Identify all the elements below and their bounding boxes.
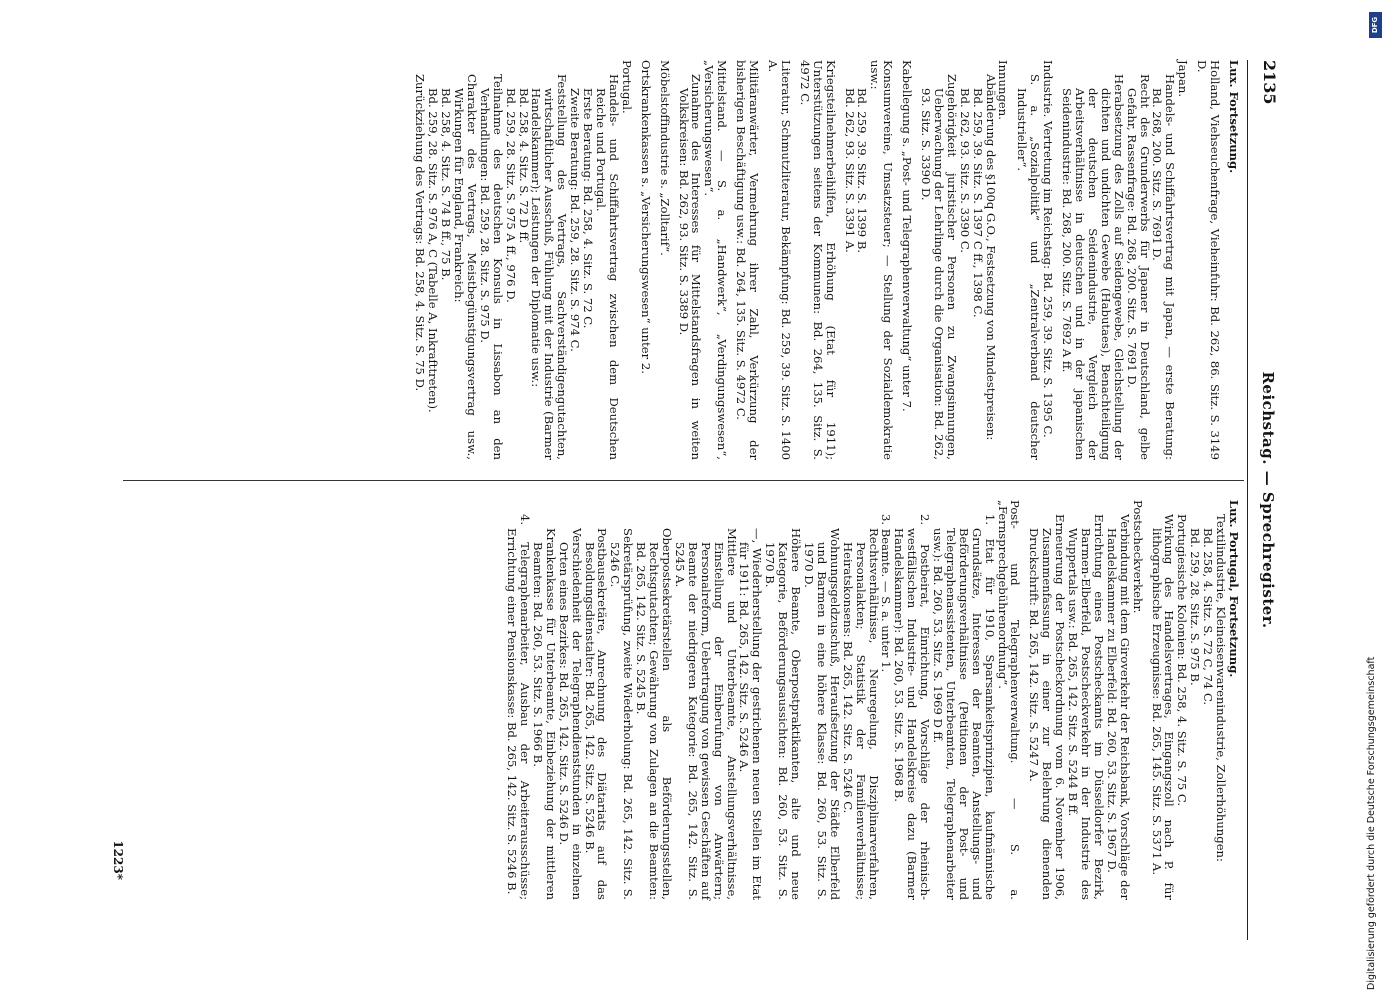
register-entry: Sekretärsprüfung, zweite Wiederholung: Bd. 265, 142. Sitz. S. 5246 C. (608, 528, 636, 900)
page-title: Reichstag. — Sprechregister. (1259, 371, 1277, 629)
register-entry: Japan. (1176, 60, 1191, 98)
register-entry: Mittelstand. — S. a. „Handwerk“, „Verdingungswesen“, „Versicherungswesen“. (702, 60, 730, 460)
register-entry: Charakter des Vertrags, Meistbegünstigungsvertrag usw., Wirkungen für England, Frankreich: (452, 74, 479, 460)
register-entry: Bd. 259, 28. Sitz. S. 975 A ff., 976 D. (503, 88, 518, 303)
register-entry: 4. Telegraphenarbeiter, Ausbau der Arbeiterausschüsse; Errichtung einer Pensionskasse: Bd. 265, 142. Sitz. S. 5246 B. (505, 514, 533, 900)
register-entry: Bd. 259, 28. Sitz. S. 975 B. (1188, 528, 1203, 686)
register-entry: Bd. 262, 93. Sitz. S. 3390 C. (957, 88, 972, 253)
register-entry: Verbindung mit dem Giroverkehr der Reichsbank, Vorschläge der Handelskammer zu Elberfeld: Bd. 260, 53. Sitz. S. 1967 D. (1104, 514, 1132, 900)
register-entry: Konsumvereine, Umsatzsteuer; — Stellung der Sozialdemokratie usw.: (868, 60, 896, 460)
dfg-logo: DFG (1369, 12, 1382, 38)
section-heading: Lux. Fortsetzung. (1227, 60, 1241, 174)
register-entry: Bd. 258, 4. Sitz. S. 72 D ff. (516, 88, 531, 244)
register-entry: Holland, Viehseuchenfrage, Vieheinfuhr: Bd. 262, 86. Sitz. S. 3149 D. (1195, 60, 1223, 460)
column-divider (123, 480, 1244, 481)
register-entry: Portugal. (619, 60, 634, 114)
register-page (53, 60, 1278, 940)
register-entry: Innungen. (996, 60, 1011, 120)
register-entry: Zugehörigkeit juristischer Personen zu Zwangsinnungen, Ueberwachung der Lehrlinge durch die Organisation: Bd. 262, 93. Sitz. S. 3390 D. (919, 74, 959, 460)
register-entry: Textilindustrie, Kleineisenwarenindustrie, Zollerhöhungen: (1214, 514, 1229, 862)
register-entry: Literatur, Schmutzliteratur, Bekämpfung: Bd. 259, 39. Sitz. S. 1400 A. (766, 60, 793, 460)
register-entry: Oberpostsekretärstellen als Beförderungsstellen, Rechtsgutachten; Gewährung von Zulagen an die Beamten: Bd. 265, 142. Sitz. S. 5245 B. (634, 528, 675, 900)
register-entry: Herabsetzung des Zolls auf Seidengewebe, Gleichstellung der dichten und undichten Gewebe (Habutaes), Benachteiligung der deutschen Seidenindustrie, Vergleich der Arbeitsverhältnisse in deutschen und in der japanischen Seidenindustrie: Bd. 268, 200. Sitz. S. 7692 A ff. (1060, 74, 1126, 460)
register-entry: Abänderung des §100q G.O., Festsetzung von Mindestpreisen: (983, 74, 998, 441)
register-entry: Bd. 262, 93. Sitz. S. 3391 A. (842, 88, 857, 253)
register-entry: Rechtsverhältnisse, Neuregelung, Disziplinarverfahren, Personalakten; Statistik der Familienverhältnisse; Heiratskonsens: Bd. 265, 142. Sitz. S. 5246 C. (840, 528, 881, 900)
register-entry: Industrie. Vertretung im Reichstag: Bd. 259, 39. Sitz. S. 1395 C. (1041, 60, 1056, 438)
register-entry: Bd. 258, 4. Sitz. S. 74 B ff., 75 B. (439, 88, 454, 281)
register-entry: Zweite Beratung: Bd. 259, 28. Sitz. S. 974 C. (568, 88, 583, 352)
register-entry: Errichtung eines Postscheckamts im Düsseldorfer Bezirk, Barmen-Elberfeld, Postscheckverkehr in der Industrie des Wuppertals usw.: Bd. 265, 142. Sitz. S. 5244 B ff. (1066, 514, 1106, 900)
register-entry: Wirkung des Handelsvertrages, Eingangszoll nach P. für lithographische Erzeugnisse: Bd. 265, 145. Sitz. S. 5371 A. (1149, 514, 1177, 900)
register-entry: 3. Beamte. — S. a. unter 1. (879, 514, 894, 673)
register-entry: Post- und Telegraphenverwaltung. — S. a. „Fernsprechgebührenordnung“. (995, 500, 1023, 900)
register-entry: Verschiedenheit der Telegraphendienststunden in einzelnen Orten eines Bezirkes: Bd. 265, 142. Sitz. S. 5246 D. (556, 528, 584, 900)
register-entry: Portugiesische Kolonien: Bd. 258, 4. Sitz. S. 75 C. (1175, 514, 1190, 807)
register-entry: 1. Etat für 1910, Sparsamkeitsprinzipien, kaufmännische Grundsätze, Interessen der Beamten, Anstellungs- und Beförderungsverhältnisse (Petitionen der Post- und Telegraphenassistenten, Unterbeamten, Telegraphenarbeiter usw.): Bd. 260, 53. Sitz. S. 1969 D ff. (931, 514, 997, 900)
register-entry: Handels- und Schiffahrtsvertrag zwischen dem Deutschen Reiche und Portugal. (594, 74, 621, 460)
scanned-page-rotated (53, 60, 1278, 940)
register-entry: S. a. „Sozialpolitik“ und „Zentralverband deutscher Industrieller“. (1015, 74, 1043, 460)
register-entry: Kriegsteilnehmerbeihilfen, Erhöhung (Etat für 1911); Unterstützungen seitens der Kommunen: Bd. 264, 135. Sitz. S. 4972 C. (797, 60, 838, 460)
register-entry: Möbelstoffindustrie s. „Zolltarif“. (657, 60, 672, 256)
register-entry: Bd. 258, 4. Sitz. S. 72 C, 74 C. (1201, 528, 1216, 706)
register-entry: Ortskrankenkassen s. „Versicherungswesen“ unter 2. (638, 60, 653, 374)
register-entry: Postbausekretäre, Anrechnung des Diätariats auf das Besoldungsdienstalter: Bd. 265, 142. Sitz. S. 5246 B. (582, 528, 610, 900)
register-entry: Erneuerung der Postscheckordnung vom 6. November 1906, Zusammenfassung in einer zur Belehrung dienenden Druckschrift: Bd. 265, 142. Sitz. S. 5247 A. (1027, 514, 1068, 900)
page-number: 2135 (1260, 60, 1279, 105)
register-entry: Mittlere und Unterbeamte, Anstellungsverhältnisse, Einstellung der Einberufung von Anwärtern; Personalreform, Uebertragung von gewissen Geschäften auf Beamte der niedrigeren Kategorie: Bd. 265, 142. Sitz. S. 5245 A. (672, 528, 739, 900)
register-entry: Krankenkasse für Unterbeamte, Einbeziehung der mittleren Beamten: Bd. 260, 53. Sitz. S. 1966 B. (530, 528, 558, 900)
page-header (1247, 60, 1278, 940)
register-entry: Feststellung des Vertrags, Sachverständigengutachten, wirtschaftlicher Ausschuß, Fühlung mit der Industrie (Barmer Handelskammer); Leistungen der Diplomatie usw.: (529, 74, 570, 460)
digitization-credit: Digitalisierung gefördert durch die Deutsche Forschungsgemeinschaft (1366, 656, 1377, 990)
register-entry: Zurückziehung des Vertrags: Bd. 258, 4. Sitz. S. 75 D. (413, 74, 428, 392)
catchword: 1223* (110, 840, 125, 880)
register-entry: Bd. 259, 39. Sitz. S. 1397 C ff., 1398 C. (970, 88, 985, 318)
register-entry: Teilnahme des deutschen Konsuls in Lissabon an den Verhandlungen: Bd. 259, 28. Sitz. S. 975 D. (477, 74, 505, 460)
register-entry: Recht des Grunderwerbs für Japaner in Deutschland, gelbe Gefahr, Rassenfrage: Bd. 268, 200. Sitz. S. 7691 D. (1124, 74, 1152, 460)
register-entry: —, Wiederherstellung der gestrichenen neuen Stellen im Etat für 1911: Bd. 265, 142. Sitz. S. 5246 A. (737, 528, 765, 900)
register-entry: Zunahme des Interesses für Mittelstandsfragen in weiten Volkskreisen: Bd. 262, 93. Sitz. S. 3389 D. (676, 74, 704, 460)
register-entry: Wohnungsgeldzuschuß, Heraufsetzung der Städte Elberfeld und Barmen in eine höhere Klasse: Bd. 260, 53. Sitz. S. 1970 D. (802, 528, 842, 900)
register-entry: Militäranwärter, Vermehrung ihrer Zahl, Verkürzung der bisherigen Beschäftigung usw.: Bd. 264, 135. Sitz. S. 4972 C. (734, 60, 762, 460)
register-entry: Handels- und Schiffahrtsvertrag mit Japan, — erste Beratung: Bd. 268, 200. Sitz. S. 7691 D. (1150, 74, 1178, 460)
right-column (505, 500, 1240, 900)
register-entry: Bd. 259, 39. Sitz. S. 1399 B. (855, 88, 870, 254)
register-entry: Postscheckverkehr. (1130, 500, 1145, 614)
register-entry: Erste Beratung: Bd. 258, 4. Sitz. S. 72 C. (581, 88, 596, 329)
register-entry: 2. Postbeirat, Einrichtung, Vorschläge der rheinisch-westfälischen Industrie- und Handelskreise dazu (Barmer Handelskammer): Bd. 260, 53. Sitz. S. 1968 B. (892, 514, 933, 900)
left-column (413, 60, 1240, 460)
register-entry: Kabellegung s. „Post- und Telegraphenverwaltung“ unter 7. (900, 60, 915, 412)
register-entry: Höhere Beamte, Oberpostpraktikanten, alte und neue Kategorie, Beförderungsaussichten: Bd. 260, 53. Sitz. S. 1970 B. (763, 528, 804, 900)
register-entry: Bd. 259, 28. Sitz. S. 976 A, C (Tabelle A, Inkrafttreten). (426, 88, 441, 413)
section-heading: Lux. Portugal, Fortsetzung. (1227, 500, 1241, 678)
